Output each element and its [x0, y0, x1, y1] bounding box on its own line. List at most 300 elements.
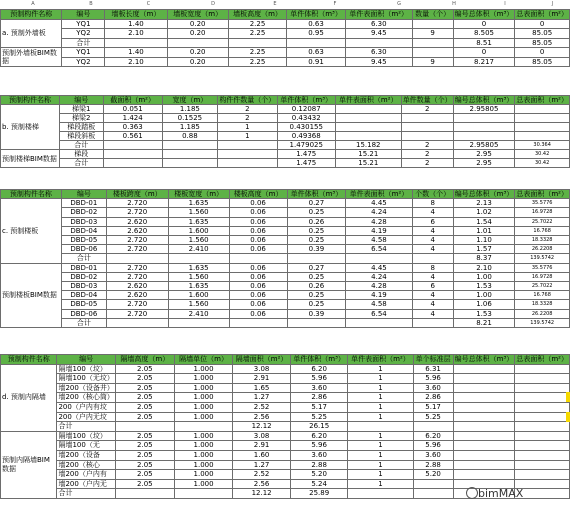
column-header: 隔墙面积（m²） — [233, 355, 291, 365]
table-cell — [162, 150, 217, 159]
table-cell: 1.00 — [453, 272, 515, 281]
table-cell — [174, 422, 232, 432]
row-id-cell: 合计 — [61, 254, 106, 263]
table-cell: 16.768 — [515, 291, 570, 300]
table-cell: 1 — [348, 402, 413, 412]
table-cell: 2.720 — [106, 208, 168, 217]
column-header: 编号总体积（m³） — [454, 10, 514, 18]
table-cell — [453, 460, 515, 470]
table-cell: 30.42 — [515, 159, 570, 168]
table-cell: 4.24 — [346, 208, 412, 217]
table-cell — [515, 123, 570, 132]
table-cell: 2.10 — [105, 29, 167, 39]
table-cell: 6.20 — [413, 431, 453, 441]
table-cell: 2.05 — [115, 364, 174, 374]
table-cell: 0.25 — [287, 291, 346, 300]
row-id-cell: DBD-05 — [61, 300, 106, 309]
table-cell: 2 — [217, 114, 277, 123]
table-cell — [346, 318, 412, 327]
table-cell: 18.3328 — [515, 300, 570, 309]
row-id-cell: 隔墙100（无 — [57, 441, 115, 451]
table-row — [1, 422, 570, 432]
row-id-cell: DBD-03 — [61, 282, 106, 291]
table-cell: 2.720 — [106, 245, 168, 254]
table-cell: 15.182 — [335, 141, 401, 150]
table-cell: 1.57 — [453, 245, 515, 254]
table-cell: 1.475 — [277, 150, 335, 159]
table-cell: 4 — [412, 245, 453, 254]
table-cell: 2.86 — [290, 393, 348, 403]
table-cell: 0.561 — [103, 132, 162, 141]
table-row — [1, 291, 570, 300]
row-id-cell: 合计 — [59, 141, 103, 150]
table-cell: 6.31 — [413, 364, 453, 374]
table-cell: 2.05 — [115, 402, 174, 412]
table-cell: 1.000 — [174, 441, 232, 451]
table-cell: 6.20 — [290, 431, 348, 441]
table-cell: 0 — [453, 19, 515, 29]
row-id-cell: 隔墙100（坟） — [57, 431, 115, 441]
column-header: 墙板宽度（m） — [167, 10, 228, 20]
row-id-cell: DBD-02 — [61, 208, 106, 217]
table-cell: 0.25 — [287, 226, 346, 235]
table-cell — [346, 254, 412, 263]
table-cell: 6.20 — [290, 364, 348, 374]
table-cell: 0.91 — [287, 57, 346, 67]
header-row — [1, 10, 570, 20]
table-cell: 5.20 — [413, 470, 453, 480]
table-row — [1, 412, 570, 422]
table-cell — [335, 114, 401, 123]
table-cell — [217, 159, 277, 168]
table-cell: 6.54 — [346, 309, 412, 318]
table-cell: 4.45 — [346, 263, 412, 272]
table-row — [1, 393, 570, 403]
table-cell: 5.96 — [290, 374, 348, 384]
table-cell: 5.96 — [290, 441, 348, 451]
group-label: d. 预制内隔墙 — [1, 364, 57, 431]
table-cell: 2.88 — [290, 460, 348, 470]
table-cell: 139.5742 — [515, 318, 570, 327]
table-cell: 2.10 — [105, 57, 167, 67]
row-id-cell: 墙200（设备 — [57, 450, 115, 460]
column-header: 楼板高度（m） — [229, 190, 287, 199]
column-header: 预制构件名称 — [1, 96, 60, 105]
column-header: 单件表面积（m²） — [346, 190, 412, 199]
table-row — [1, 38, 570, 48]
table-cell — [515, 470, 570, 480]
column-header: 预制构件名称 — [1, 355, 57, 365]
table-cell: 0.26 — [287, 282, 346, 291]
table-cell: 2.620 — [106, 217, 168, 226]
table-cell: 1.65 — [233, 383, 291, 393]
table-cell: 2.91 — [233, 374, 291, 384]
table-cell: 2.620 — [106, 226, 168, 235]
table-cell: 9 — [412, 29, 453, 39]
table-cell: 1 — [348, 364, 413, 374]
column-header: 编号 — [59, 96, 103, 105]
table-cell: 1.00 — [453, 291, 515, 300]
table-cell: 0.63 — [287, 19, 346, 29]
table-cell — [453, 470, 515, 480]
table-cell: 0.25 — [287, 236, 346, 245]
table-cell: 2.95 — [453, 159, 515, 168]
column-header: 楼板跨度（m） — [106, 190, 168, 199]
table-cell: 25.89 — [290, 489, 348, 499]
table-cell — [453, 123, 515, 132]
table-cell — [515, 460, 570, 470]
table-row — [1, 263, 570, 272]
table-cell — [287, 38, 346, 48]
table-cell: 2.05 — [115, 374, 174, 384]
table-row — [1, 383, 570, 393]
row-id-cell: DBD-04 — [61, 226, 106, 235]
table-row — [1, 309, 570, 318]
table-cell: 1.000 — [174, 383, 232, 393]
table-cell: 2.620 — [106, 282, 168, 291]
table-cell: 0.95 — [287, 29, 346, 39]
table-cell: 5.17 — [413, 402, 453, 412]
row-id-cell: 200（户内无坟 — [57, 412, 115, 422]
table-row — [1, 460, 570, 470]
table-cell: 26.2208 — [515, 245, 570, 254]
table-cell — [287, 254, 346, 263]
table-cell: 5.96 — [413, 374, 453, 384]
table-cell: 2 — [401, 141, 453, 150]
table-cell — [515, 114, 570, 123]
table-cell — [413, 489, 453, 499]
table-cell: 5.25 — [413, 412, 453, 422]
table-cell: 5.25 — [290, 412, 348, 422]
table-row — [1, 450, 570, 460]
table-cell: 1 — [217, 132, 277, 141]
table-cell: 5.96 — [413, 441, 453, 451]
column-header: 数量（个） — [412, 10, 453, 20]
column-header: 总表面积（m²） — [516, 190, 568, 198]
table-cell — [105, 38, 167, 48]
table-cell — [401, 123, 453, 132]
table-cell: 2.95805 — [453, 105, 515, 114]
table-cell — [453, 450, 515, 460]
table-row — [1, 19, 570, 29]
table-cell: 2 — [217, 105, 277, 114]
column-letter: A — [31, 1, 35, 7]
row-id-cell: 墙200（核心 — [57, 460, 115, 470]
row-id-cell: 合计 — [59, 159, 103, 168]
row-id-cell: DBD-04 — [61, 291, 106, 300]
table-cell: 5.24 — [290, 479, 348, 489]
row-id-cell: 隔墙100（坟） — [57, 364, 115, 374]
table-row — [1, 105, 570, 114]
table-cell: 1.54 — [453, 217, 515, 226]
table-cell: 0.88 — [162, 132, 217, 141]
table-cell: 4 — [412, 291, 453, 300]
column-header: 墙板高度（m） — [228, 10, 286, 20]
table-cell — [453, 402, 515, 412]
row-id-cell: YQ1 — [62, 48, 105, 58]
table-cell: 0.49368 — [277, 132, 335, 141]
table-cell — [348, 489, 413, 499]
table-cell: 0.06 — [229, 226, 287, 235]
table-cell: 1.475 — [277, 159, 335, 168]
table-cell: 1 — [348, 412, 413, 422]
table-cell: 4.58 — [346, 300, 412, 309]
table-row — [1, 402, 570, 412]
table-cell: 6 — [412, 217, 453, 226]
table-cell — [115, 489, 174, 499]
table-cell: 25.7022 — [515, 282, 570, 291]
group-label: 预制楼板BIM数据 — [1, 263, 62, 327]
table-row — [1, 199, 570, 208]
table-cell: 1 — [348, 374, 413, 384]
table-cell: 0.06 — [229, 263, 287, 272]
table-cell: 1.06 — [453, 300, 515, 309]
table-cell: 0.20 — [167, 29, 228, 39]
table-cell: 2.720 — [106, 236, 168, 245]
table-cell: 1.000 — [174, 402, 232, 412]
table-cell: 2.05 — [115, 412, 174, 422]
table-cell: 0.63 — [287, 48, 346, 58]
table-cell: 2.05 — [115, 393, 174, 403]
table-cell: 0.051 — [103, 105, 162, 114]
table-cell: 2 — [401, 105, 453, 114]
table-cell: 4.19 — [346, 291, 412, 300]
table-cell — [217, 141, 277, 150]
row-id-cell: 墙200（核心筒） — [58, 393, 114, 402]
table-cell: 4.45 — [346, 199, 412, 208]
table-cell: 2.52 — [233, 402, 291, 412]
table-cell — [217, 150, 277, 159]
table-cell: 2.52 — [233, 470, 291, 480]
table-cell: 1.560 — [168, 300, 229, 309]
table-cell: 4 — [412, 272, 453, 281]
table-cell: 5.20 — [290, 470, 348, 480]
table-cell: 1.635 — [168, 263, 229, 272]
table-cell: 1.635 — [168, 217, 229, 226]
table-cell — [453, 412, 515, 422]
table-cell: 0 — [515, 19, 570, 29]
table-cell: 6 — [412, 282, 453, 291]
table-row — [1, 123, 570, 132]
row-id-cell: YQ2 — [62, 29, 105, 39]
row-id-cell: DBD-03 — [61, 217, 106, 226]
table-cell: 2.25 — [228, 57, 286, 67]
column-letter: H — [452, 1, 456, 7]
table-row — [1, 150, 570, 159]
table-cell: 1.01 — [453, 226, 515, 235]
table-cell: 16.768 — [515, 226, 570, 235]
table-cell: 2.25 — [228, 19, 286, 29]
table-row — [1, 114, 570, 123]
row-id-cell: YQ1 — [62, 19, 105, 29]
row-id-cell: DBD-01 — [61, 199, 106, 208]
row-id-cell: YQ2 — [62, 57, 105, 67]
table-cell — [229, 254, 287, 263]
table-cell: 8.37 — [453, 254, 515, 263]
table-cell: 1.000 — [174, 431, 232, 441]
table-cell — [515, 422, 570, 432]
table-cell: 139.5742 — [515, 254, 570, 263]
table-cell: 0.39 — [287, 245, 346, 254]
table-row — [1, 132, 570, 141]
table-cell: 3.60 — [413, 383, 453, 393]
table-row — [1, 141, 570, 150]
side-tab-marker — [566, 412, 570, 422]
column-header: 构件件数量（个） — [219, 96, 276, 104]
table-cell: 2.91 — [233, 441, 291, 451]
header-row — [1, 190, 570, 199]
table-cell — [515, 431, 570, 441]
table-cell: 0.06 — [229, 309, 287, 318]
table-cell: 1 — [348, 383, 413, 393]
table-cell: 0 — [453, 48, 515, 58]
table-cell — [412, 254, 453, 263]
table-cell: 0.25 — [287, 300, 346, 309]
table-cell: 0.39 — [287, 309, 346, 318]
table-cell — [453, 431, 515, 441]
table-cell — [106, 318, 168, 327]
column-header: 单个标准层 — [413, 355, 453, 365]
table-cell — [515, 132, 570, 141]
table-cell: 9 — [412, 57, 453, 67]
table-cell — [412, 19, 453, 29]
table-cell: 6.30 — [345, 48, 412, 58]
table-cell — [168, 318, 229, 327]
table-cell: 5.17 — [290, 402, 348, 412]
column-letter: B — [89, 1, 93, 7]
table-row — [1, 236, 570, 245]
table-row — [1, 282, 570, 291]
table-cell — [103, 150, 162, 159]
watermark-logo-icon — [466, 487, 478, 499]
row-id-cell: 梯段 — [59, 150, 103, 159]
row-id-cell: 梯段斜板 — [59, 132, 103, 141]
table-cell: 1.53 — [453, 282, 515, 291]
table-cell: 2.620 — [106, 291, 168, 300]
table-row — [1, 441, 570, 451]
table-cell: 2.56 — [233, 479, 291, 489]
column-letter: C — [146, 1, 151, 7]
column-header: 编号总体积（m³） — [454, 355, 514, 363]
table-cell: 2.410 — [168, 309, 229, 318]
table-row — [1, 208, 570, 217]
table-cell: 0.27 — [287, 199, 346, 208]
table-cell — [115, 422, 174, 432]
side-tab-marker — [566, 392, 570, 402]
table-cell: 8 — [412, 263, 453, 272]
table-cell: 1.000 — [174, 393, 232, 403]
table-cell — [515, 412, 570, 422]
table-cell: 1.560 — [168, 236, 229, 245]
table-cell: 4 — [412, 236, 453, 245]
row-id-cell: 梯梁1 — [59, 105, 103, 114]
table-cell: 0.06 — [229, 291, 287, 300]
column-header: 总表面积（m²） — [516, 355, 568, 363]
table-cell: 0.06 — [229, 236, 287, 245]
table-cell: 85.05 — [515, 29, 570, 39]
table-cell: 2.720 — [106, 272, 168, 281]
table-cell: 4.28 — [346, 217, 412, 226]
row-id-cell: 隔墙100（无坟） — [58, 374, 114, 383]
table-cell: 0.12087 — [277, 105, 335, 114]
table-cell: 1.40 — [105, 19, 167, 29]
table-cell — [162, 141, 217, 150]
table-cell — [335, 105, 401, 114]
table-cell: 0.20 — [167, 19, 228, 29]
column-header: 楼板宽度（m） — [168, 190, 229, 199]
table-cell: 1.635 — [168, 199, 229, 208]
table-cell — [345, 38, 412, 48]
table-cell: 2.95805 — [453, 141, 515, 150]
table-cell: 4.28 — [346, 282, 412, 291]
column-letters — [0, 0, 570, 8]
table-prefab-floor-slab — [0, 189, 570, 328]
table-cell: 1.60 — [233, 450, 291, 460]
table-row — [1, 318, 570, 327]
row-id-cell: DBD-06 — [61, 309, 106, 318]
column-header: 单件体积（m³） — [287, 10, 346, 20]
table-cell: 26.15 — [290, 422, 348, 432]
table-cell: 25.7022 — [515, 217, 570, 226]
table-cell: 12.12 — [233, 489, 291, 499]
column-letter: D — [211, 1, 215, 7]
column-header: 宽度（m） — [162, 96, 217, 105]
column-header: 个数（个） — [412, 190, 453, 199]
row-id-cell: 合计 — [57, 422, 115, 432]
header-row — [1, 355, 570, 365]
row-id-cell: 合计 — [57, 489, 115, 499]
table-cell: 1.560 — [168, 208, 229, 217]
table-row — [1, 226, 570, 235]
table-cell: 35.5776 — [515, 263, 570, 272]
table-cell — [413, 479, 453, 489]
table-cell: 1.560 — [168, 272, 229, 281]
table-cell: 2.410 — [168, 245, 229, 254]
table-cell: 8.505 — [453, 29, 515, 39]
table-row — [1, 300, 570, 309]
table-cell — [103, 141, 162, 150]
column-header: 单件体积（m³） — [287, 190, 346, 199]
table-cell: 4.19 — [346, 226, 412, 235]
group-label: 预制楼梯BIM数据 — [1, 150, 60, 168]
row-id-cell: DBD-06 — [61, 245, 106, 254]
row-id-cell: 梯梁2 — [59, 114, 103, 123]
table-cell: 30.364 — [515, 141, 570, 150]
table-cell: 1.000 — [174, 479, 232, 489]
table-cell — [453, 441, 515, 451]
table-cell: 0.06 — [229, 208, 287, 217]
table-cell: 1.000 — [174, 374, 232, 384]
table-cell: 3.60 — [290, 450, 348, 460]
table-row — [1, 217, 570, 226]
table-cell: 9.45 — [345, 29, 412, 39]
table-cell: 9.45 — [345, 57, 412, 67]
table-cell: 3.08 — [233, 431, 291, 441]
table-cell — [453, 364, 515, 374]
table-cell: 2.10 — [453, 263, 515, 272]
table-cell — [515, 402, 570, 412]
table-cell: 12.12 — [233, 422, 291, 432]
table-cell — [515, 374, 570, 384]
table-cell: 6.54 — [346, 245, 412, 254]
group-label: a. 预制外墙板 — [1, 19, 62, 48]
table-cell: 1.02 — [453, 208, 515, 217]
table-cell: 1 — [348, 450, 413, 460]
column-header: 截面积（m²） — [103, 96, 162, 105]
table-cell: 0 — [515, 48, 570, 58]
row-id-cell: 墙200（户内有 — [57, 470, 115, 480]
table-cell: 2.95 — [453, 150, 515, 159]
